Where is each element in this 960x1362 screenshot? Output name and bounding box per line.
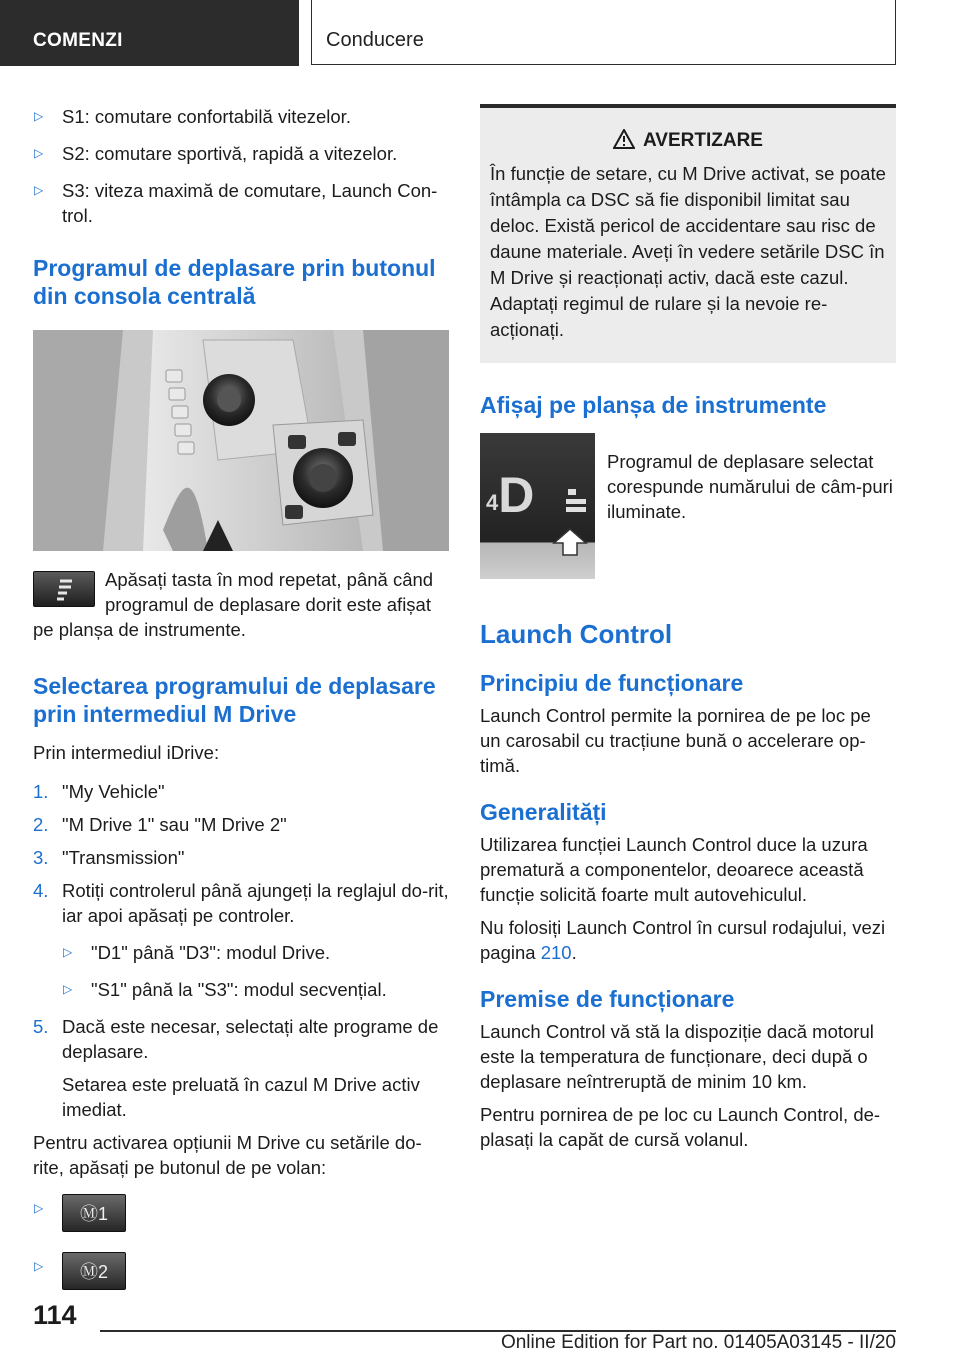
heading-premise: Premise de funcționare [480, 986, 735, 1012]
display-text: Programul de deplasare selectat corespunde numărului de câm‐puri iluminate. [607, 451, 893, 522]
drive-program-button-icon [33, 571, 95, 607]
m2-button-icon: Ⓜ2 [62, 1252, 126, 1290]
list-item: ▷ S3: viteza maximă de comutare, Launch Con‐trol. [34, 180, 438, 226]
right-column [480, 104, 896, 1160]
header-section-label: COMENZI [33, 30, 123, 51]
warning-triangle-icon [613, 129, 635, 157]
header-chapter-label: Conducere [326, 29, 424, 51]
list-item [33, 1194, 449, 1234]
heading-principle: Principiu de funcționare [480, 670, 744, 696]
warning-text: În funcție de setare, cu M Drive activat, se poate întâmpla ca DSC să fie disponibil limitat sau deloc. Există pericol de accidentare sau risc de daune materiale. Aveți în vedere setările DSC în M Drive și reacționați activ, dacă este cazul. Adaptați regimul de rulare și la nevoie re‐acționați. [490, 163, 886, 340]
activate-text: Pentru activarea opțiunii M Drive cu setările do‐rite, apăsați pe butonul de pe volan: [33, 1132, 422, 1178]
general-text-2: Nu folosiți Launch Control în cursul rodajului, vezi pagina 210. [480, 917, 886, 963]
triangle-bullet-icon: ▷ [63, 982, 73, 996]
center-console-photo [33, 330, 449, 551]
heading-launch-control: Launch Control [480, 619, 673, 649]
list-item [33, 1252, 449, 1292]
header-chapter-tab [311, 0, 896, 65]
list-item: 4. Rotiți controlerul până ajungeți la reglajul do‐rit, iar apoi apăsați pe controler. [33, 880, 449, 926]
cluster-section [480, 433, 896, 585]
list-item: ▷ S1: comutare confortabilă vitezelor. [34, 106, 351, 127]
page-number: 114 [33, 1300, 77, 1330]
list-item: 5. Dacă este necesar, selectați alte programe de deplasare. [33, 1016, 439, 1062]
heading-general: Generalități [480, 799, 607, 825]
warning-header [490, 128, 886, 157]
m1-button-icon: Ⓜ1 [62, 1194, 126, 1232]
triangle-bullet-icon: ▷ [34, 109, 44, 123]
press-text: Apăsați tasta în mod repetat, până când programul de deplasare dorit este afișat pe planșa de instrumente. [33, 569, 434, 640]
triangle-bullet-icon: ▷ [34, 183, 44, 197]
list-item: ▷ S2: comutare sportivă, rapidă a vitezelor. [34, 143, 398, 164]
arrow-up-icon [550, 527, 590, 557]
premise-text-1: Launch Control vă stă la dispoziție dacă motorul este la temperatura de funcționare, deci după o deplasare neîntreruptă de minim 10 km. [480, 1021, 874, 1092]
triangle-bullet-icon: ▷ [34, 146, 44, 160]
list-item: ▷ "S1" până la "S3": modul secvențial. [63, 979, 387, 1000]
program-bars-icon [564, 487, 590, 517]
press-instruction [33, 567, 449, 642]
list-item: ▷ "D1" până "D3": modul Drive. [63, 942, 331, 963]
triangle-bullet-icon: ▷ [63, 945, 73, 959]
list-item: 2. "M Drive 1" sau "M Drive 2" [33, 814, 287, 835]
principle-text: Launch Control permite la pornirea de pe loc pe un carosabil cu tracțiune bună o accelerare op‐timă. [480, 705, 871, 776]
footer-edition: Online Edition for Part no. 01405A03145 - II/20 [500, 1332, 896, 1353]
triangle-bullet-icon: ▷ [34, 1201, 44, 1215]
premise-text-2: Pentru pornirea de pe loc cu Launch Control, de‐plasați la capăt de cursă volanul. [480, 1104, 881, 1150]
center-console-illustration [33, 330, 449, 551]
general-text-1: Utilizarea funcției Launch Control duce la uzura prematură a componentelor, deoarece această funcție solicită foarte mult autovehiculul. [480, 834, 868, 905]
instrument-cluster-image [480, 433, 595, 579]
heading-mdrive: Selectarea programului de deplasare prin intermediul M Drive [33, 673, 436, 727]
list-item: 1. "My Vehicle" [33, 781, 165, 802]
warning-title: AVERTIZARE [643, 130, 763, 151]
heading-console-program: Programul de deplasare prin butonul din consola centrală [33, 255, 436, 309]
warning-box [480, 104, 896, 363]
step5-note: Setarea este preluată în cazul M Drive activ imediat. [62, 1074, 420, 1120]
list-item: 3. "Transmission" [33, 847, 185, 868]
left-column [33, 104, 449, 1310]
page-link-210[interactable]: 210 [540, 942, 572, 963]
via-idrive-text: Prin intermediul iDrive: [33, 742, 220, 763]
cluster-gear-number: 4 [486, 490, 499, 515]
cluster-gear-letter: D [498, 467, 535, 523]
heading-cluster-display: Afișaj pe planșa de instrumente [480, 392, 827, 418]
header-section-tab [0, 0, 299, 66]
triangle-bullet-icon: ▷ [34, 1259, 44, 1273]
